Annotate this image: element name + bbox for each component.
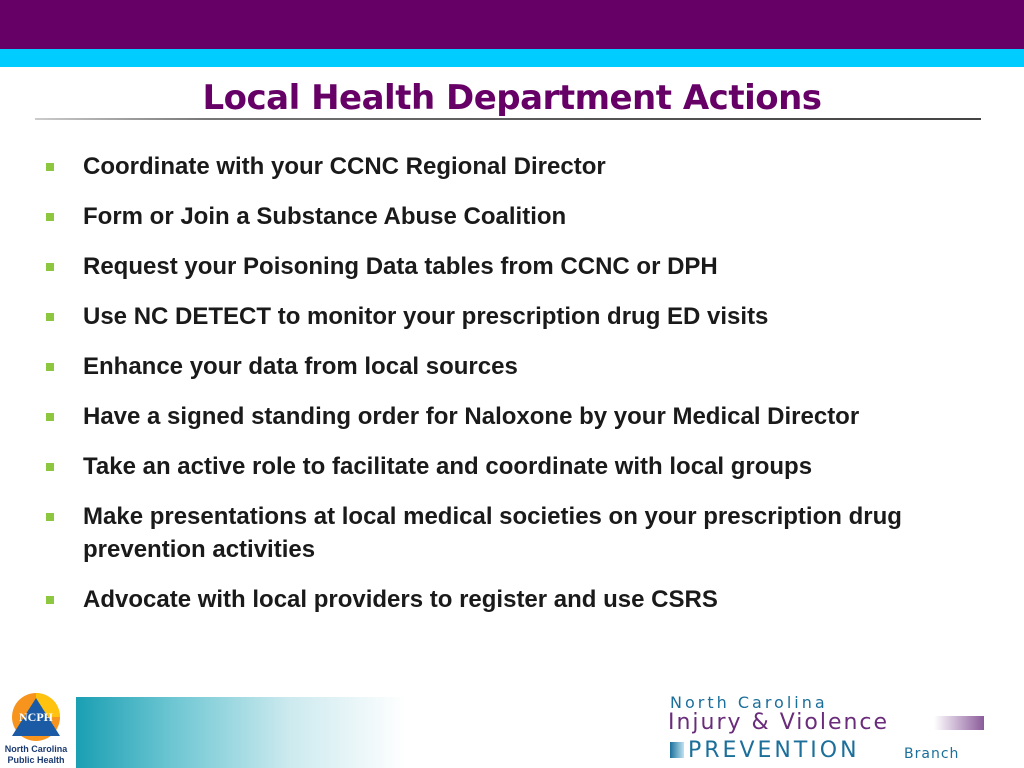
square-bullet-icon bbox=[46, 413, 54, 421]
bullet-item bbox=[46, 250, 1006, 283]
slide-title: Local Health Department Actions bbox=[202, 78, 822, 118]
bullet-text: Make presentations at local medical societies on your prescription drug prevention activities bbox=[83, 503, 902, 563]
bullet-item bbox=[46, 150, 1006, 183]
bullet-item bbox=[46, 583, 1006, 616]
bullet-text: Have a signed standing order for Naloxone by your Medical Director bbox=[83, 403, 860, 430]
header-cyan-band bbox=[0, 49, 1024, 67]
ncph-caption-line2: Public Health bbox=[7, 755, 65, 765]
square-bullet-icon bbox=[46, 513, 54, 521]
bullet-text: Use NC DETECT to monitor your prescription drug ED visits bbox=[83, 303, 769, 330]
ivp-purple-bar bbox=[934, 716, 984, 730]
ivp-blue-bar bbox=[670, 742, 684, 758]
bullet-list bbox=[46, 150, 1006, 633]
ivp-branch-logo bbox=[664, 693, 994, 765]
bullet-text: Form or Join a Substance Abuse Coalition bbox=[83, 203, 567, 230]
bullet-item bbox=[46, 400, 1006, 433]
bullet-item bbox=[46, 300, 1006, 333]
title-divider bbox=[35, 118, 981, 120]
bullet-item bbox=[46, 500, 1006, 566]
bullet-text: Advocate with local providers to register and use CSRS bbox=[83, 586, 718, 613]
ivp-logo-line1: North Carolina bbox=[670, 693, 828, 712]
ivp-logo-line2: Injury & Violence bbox=[668, 710, 890, 735]
ncph-caption-line1: North Carolina bbox=[4, 744, 68, 754]
square-bullet-icon bbox=[46, 463, 54, 471]
square-bullet-icon bbox=[46, 363, 54, 371]
ncph-logo bbox=[0, 690, 76, 768]
bullet-item bbox=[46, 450, 1006, 483]
bullet-text: Coordinate with your CCNC Regional Director bbox=[83, 153, 606, 180]
bullet-item bbox=[46, 350, 1006, 383]
ivp-logo-branch: Branch bbox=[904, 746, 960, 762]
bullet-text: Take an active role to facilitate and coordinate with local groups bbox=[83, 453, 813, 480]
bullet-text: Enhance your data from local sources bbox=[83, 353, 518, 380]
square-bullet-icon bbox=[46, 263, 54, 271]
bullet-text: Request your Poisoning Data tables from CCNC or DPH bbox=[83, 253, 718, 280]
ivp-logo-line3: PREVENTION bbox=[688, 738, 860, 763]
square-bullet-icon bbox=[46, 596, 54, 604]
square-bullet-icon bbox=[46, 163, 54, 171]
ncph-badge-text: NCPH bbox=[19, 710, 53, 724]
header-purple-band bbox=[0, 0, 1024, 49]
square-bullet-icon bbox=[46, 313, 54, 321]
square-bullet-icon bbox=[46, 213, 54, 221]
bullet-item bbox=[46, 200, 1006, 233]
footer-gradient-bar bbox=[76, 697, 406, 768]
